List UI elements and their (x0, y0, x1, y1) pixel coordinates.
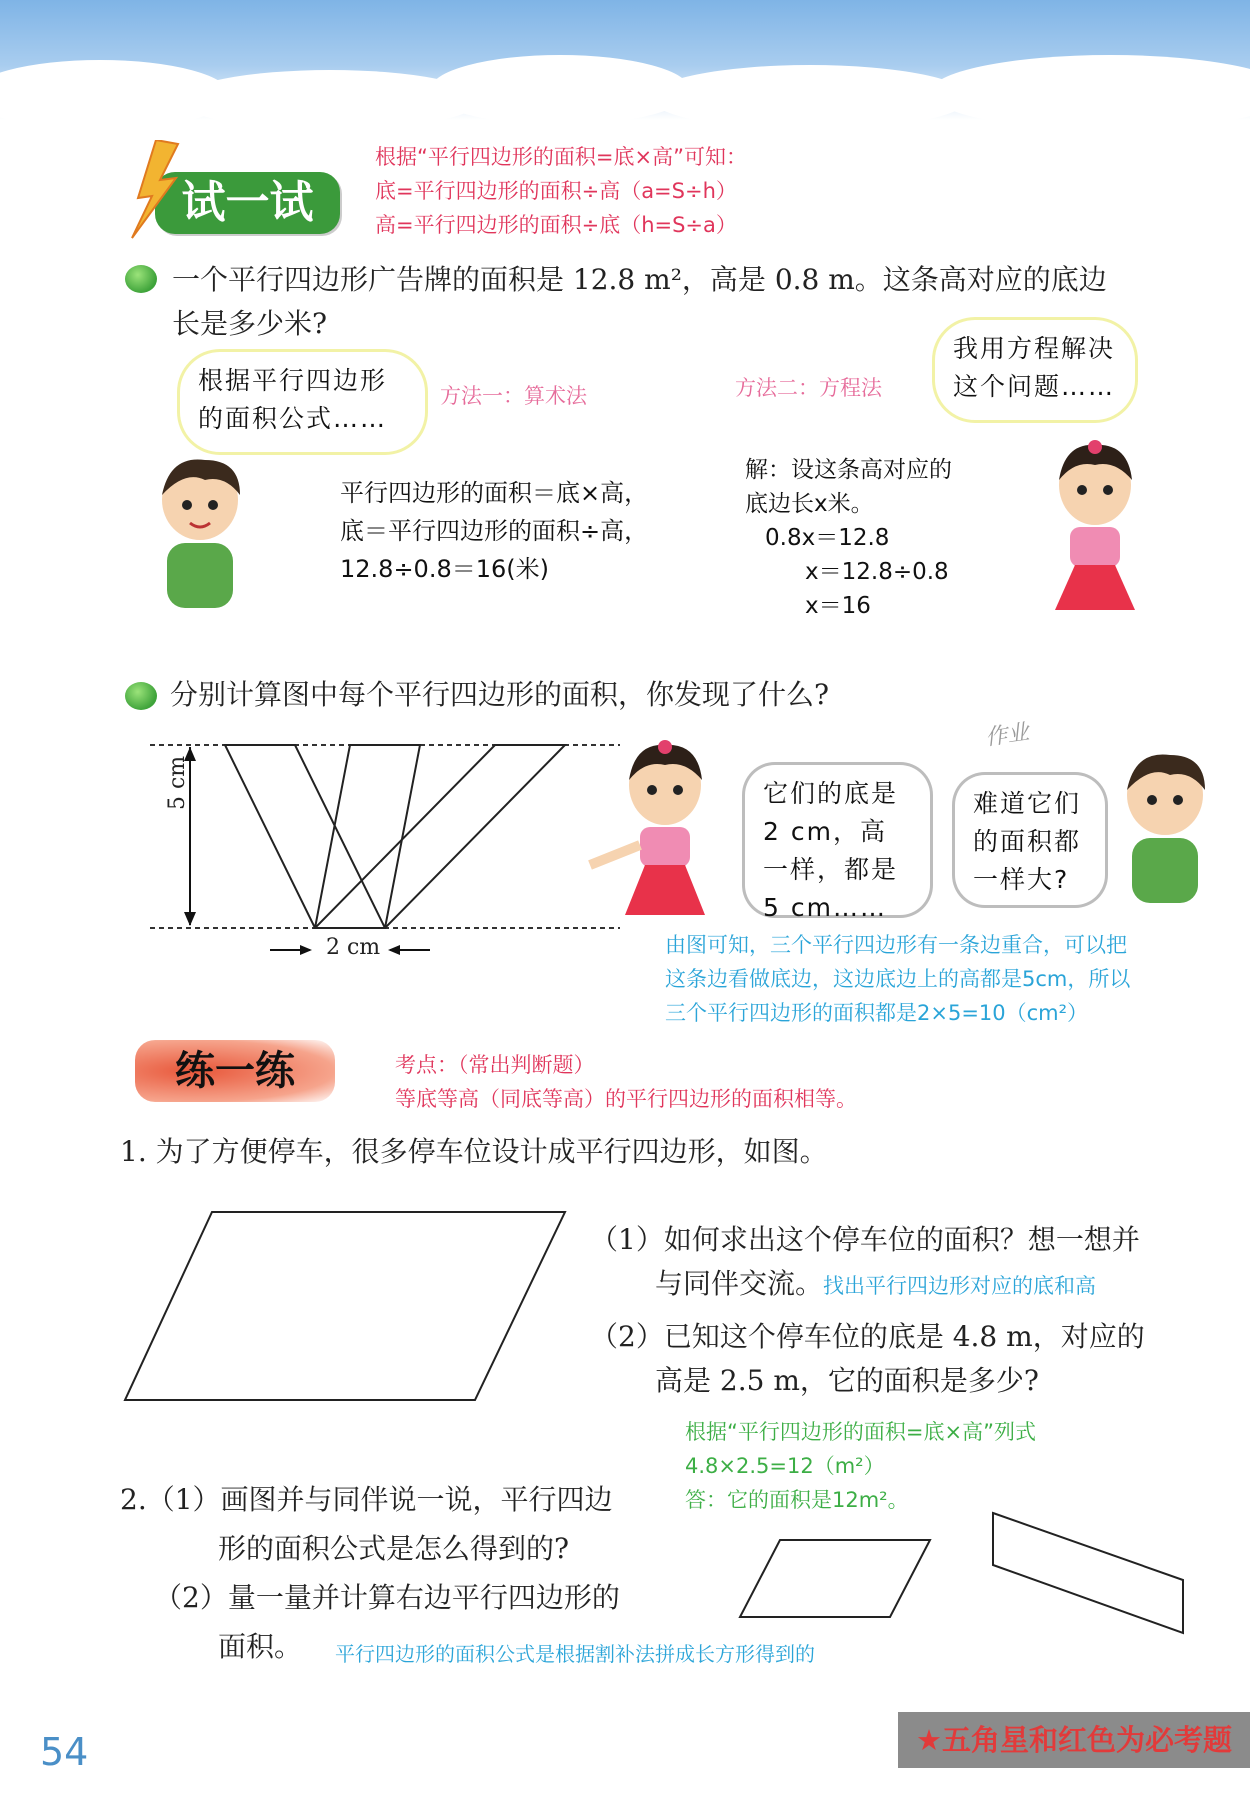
practice-1-sub1: （1）如何求出这个停车位的面积？想一想并 与同伴交流。找出平行四边形对应的底和高 (590, 1223, 1140, 1300)
practice-2: 2.（1）画图并与同伴说一说，平行四边 形的面积公式是怎么得到的? （2）量一量并计算右边平行四边形的 面积。 (120, 1483, 620, 1663)
try-section-badge: 试一试 (155, 172, 340, 234)
footer-banner: ★五角星和红色为必考题 (898, 1712, 1250, 1768)
practice-tip-note: 考点：（常出判断题） 等底等高（同底等高）的平行四边形的面积相等。 (395, 1053, 857, 1111)
boy-thinking-illustration (1110, 750, 1220, 910)
practice-1-answer: 根据“平行四边形的面积=底×高”列式 4.8×2.5=12（m²） 答：它的面积是12m²。 (685, 1420, 1036, 1512)
method-1-label: 方法一：算术法 (440, 384, 587, 408)
question-1: 一个平行四边形广告牌的面积是 12.8 m²，高是 0.8 m。这条高对应的底边 长是多少米? (172, 263, 1107, 340)
lightning-icon (118, 140, 188, 240)
homework-stamp: 作业 (983, 720, 1031, 751)
method-2-solution: 解：设这条高对应的 底边长x米。 0.8x＝12.8 x＝12.8÷0.8 x＝16 (745, 457, 952, 619)
practice-1-title: 1. 为了方便停车，很多停车位设计成平行四边形，如图。 (120, 1135, 828, 1168)
practice-1-sub1-note: 找出平行四边形对应的底和高 (823, 1274, 1097, 1298)
boy-speech-bubble-2: 难道它们的面积都一样大? (955, 775, 1105, 905)
height-label: 5 cm (165, 755, 190, 810)
question-2-answer: 由图可知，三个平行四边形有一条边重合，可以把 这条边看做底边，这边底边上的高都是5cm，所以 三个平行四边形的面积都是2×5=10（cm²） (665, 933, 1131, 1025)
girl-illustration (1040, 435, 1150, 615)
practice-1-sub2: （2）已知这个停车位的底是 4.8 m，对应的 高是 2.5 m，它的面积是多少? (590, 1320, 1145, 1397)
bullet-icon (125, 682, 157, 710)
bullet-icon (125, 265, 157, 293)
method-1-solution: 平行四边形的面积＝底×高， 底＝平行四边形的面积÷高， 12.8÷0.8＝16(米) (340, 479, 649, 583)
page-number: 54 (40, 1730, 89, 1774)
parallelograms-diagram (140, 735, 630, 970)
try-tip-note: 根据“平行四边形的面积=底×高”可知： 底=平行四边形的面积÷高（a=S÷h） 高=平行四边形的面积÷底（h=S÷a） (375, 145, 747, 237)
parking-space-parallelogram (120, 1200, 570, 1410)
practice-2-note: 平行四边形的面积公式是根据割补法拼成长方形得到的 (335, 1642, 815, 1666)
girl-speech-bubble-2: 它们的底是 2 cm，高一样，都是 5 cm…… (745, 765, 930, 915)
sky-header-decoration (0, 0, 1250, 120)
base-label: 2 cm (322, 935, 384, 960)
girl-pointing-illustration (585, 735, 735, 920)
boy-speech-bubble: 根据平行四边形的面积公式…… (180, 352, 425, 452)
tilted-parallelogram (988, 1505, 1188, 1640)
small-parallelogram (735, 1535, 935, 1625)
boy-illustration (145, 455, 255, 615)
practice-section-badge: 练一练 (135, 1040, 335, 1102)
question-2: 分别计算图中每个平行四边形的面积，你发现了什么? (170, 678, 830, 711)
girl-speech-bubble: 我用方程解决这个问题…… (935, 320, 1135, 420)
method-2-label: 方法二：方程法 (735, 376, 882, 400)
